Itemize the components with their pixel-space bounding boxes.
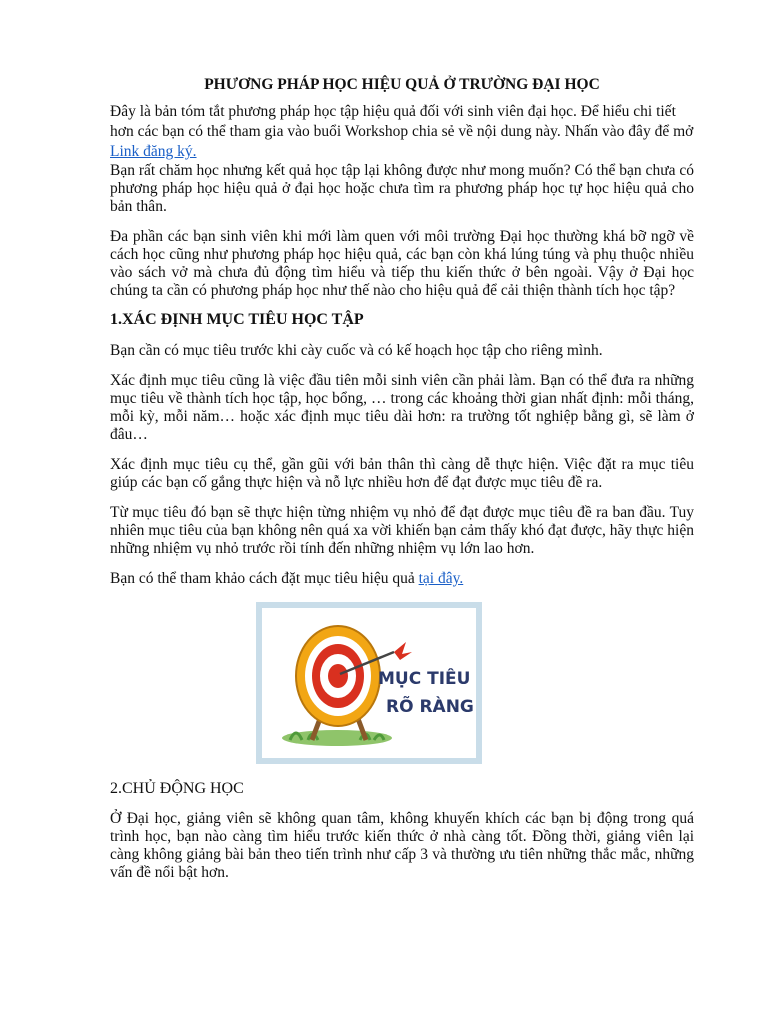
section1-paragraph-1: Bạn cần có mục tiêu trước khi cày cuốc và có kế hoạch học tập cho riêng mình. [110, 342, 603, 359]
reference-text: Bạn có thể tham khảo cách đặt mục tiêu hiệu quả [110, 570, 419, 587]
target-illustration [262, 608, 476, 758]
paragraph-2: Đa phần các bạn sinh viên khi mới làm quen với môi trường Đại học thường khá bỡ ngỡ về cách học cũng như phương pháp học hiệu quả, các bạn còn khá lúng túng và phụ thuộc nhiều vào sách vở mà chưa đủ động tìm hiểu và tiếp thu kiến thức ở bên ngoài. Vậy ở Đại học chúng ta cần có phương pháp học như thế nào cho hiệu quả để cải thiện thành tích học tập? [110, 228, 694, 299]
paragraph-1: Bạn rất chăm học nhưng kết quả học tập lại không được như mong muốn? Có thể bạn chưa có phương pháp học hiệu quả ở đại học hoặc chưa tìm ra phương pháp học tự học hiệu quả cho bản thân. [110, 162, 694, 215]
reference-link[interactable]: tại đây. [418, 570, 464, 587]
section1-paragraph-2: Xác định mục tiêu cũng là việc đầu tiên mỗi sinh viên cần phải làm. Bạn có thể đưa ra những mục tiêu về thành tích học tập, học bổng, … trong các khoảng thời gian nhất định: mỗi tháng, mỗi kỳ, mỗi năm… hoặc xác định mục tiêu dài hơn: ra trường tốt nghiệp bằng gì, sẽ làm ở đâu… [110, 372, 694, 443]
figure-label-line2: RÕ RÀNG [386, 697, 474, 717]
target-bullseye [328, 664, 348, 688]
section-heading-1: 1.XÁC ĐỊNH MỤC TIÊU HỌC TẬP [110, 311, 364, 328]
intro-text: Đây là bản tóm tắt phương pháp học tập hiệu quả đối với sinh viên đại học. Để hiểu chi tiết hơn các bạn có thể tham gia vào buổi Workshop chia sẻ về nội dung này. Nhấn vào đây để mở [110, 103, 694, 140]
intro-paragraph [110, 102, 694, 162]
goal-target-image [256, 602, 482, 764]
document-title: PHƯƠNG PHÁP HỌC HIỆU QUẢ Ở TRƯỜNG ĐẠI HỌC [204, 76, 600, 93]
section1-paragraph-3: Xác định mục tiêu cụ thể, gần gũi với bản thân thì càng dễ thực hiện. Việc đặt ra mục tiêu giúp các bạn cố gắng thực hiện và nỗ lực nhiều hơn để đạt được mục tiêu đề ra. [110, 456, 694, 491]
section1-paragraph-4: Từ mục tiêu đó bạn sẽ thực hiện từng nhiệm vụ nhỏ để đạt được mục tiêu đề ra ban đầu. Tuy nhiên mục tiêu của bạn không nên quá xa vời khiến bạn cảm thấy khó đạt được, hãy thực hiện những nhiệm vụ nhỏ trước rồi tính đến những nhiệm vụ lớn lao hơn. [110, 504, 694, 557]
section1-paragraph-5 [110, 570, 694, 588]
section2-paragraph-1: Ở Đại học, giảng viên sẽ không quan tâm, không khuyến khích các bạn bị động trong quá trình học, bạn nào càng tìm hiểu trước kiến thức ở nhà càng tốt. Đồng thời, giảng viên lại càng không giảng bài bản theo tiến trình như cấp 3 và thường ưu tiên những thắc mắc, những vấn đề nổi bật hơn. [110, 810, 694, 881]
register-link[interactable]: Link đăng ký. [110, 143, 197, 160]
figure-label-line1: MỤC TIÊU [378, 669, 471, 689]
arrow-feather [394, 642, 412, 660]
section-heading-2: 2.CHỦ ĐỘNG HỌC [110, 780, 244, 797]
figure-container [256, 602, 694, 764]
